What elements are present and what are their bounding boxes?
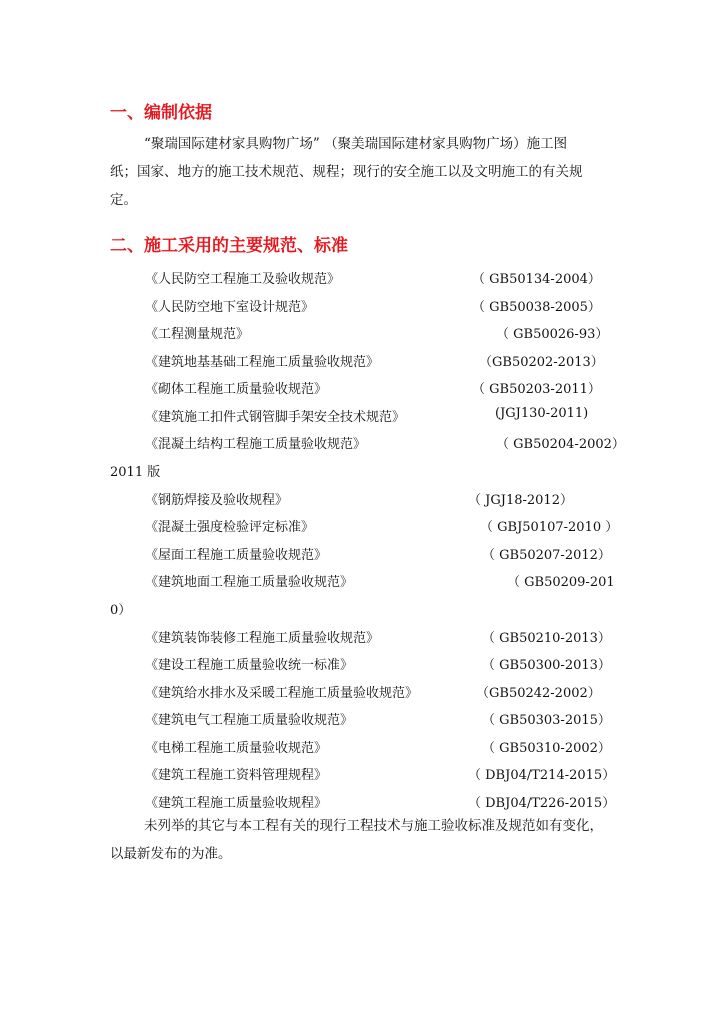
standard-title: 《建筑地面工程施工质量验收规范》 — [145, 575, 354, 590]
standard-code: （ GB50303-2015） — [482, 713, 611, 728]
standard-code: （ GB50210-2013） — [482, 631, 611, 646]
basis-line-2: 纸；国家、地方的施工技术规范、规程；现行的安全施工以及文明施工的有关规 — [110, 164, 583, 180]
standard-code: （ GB50038-2005） — [472, 300, 601, 315]
standard-code: （ GB50203-2011） — [472, 382, 601, 397]
standard-title: 《砌体工程施工质量验收规范》 — [145, 382, 328, 397]
standard-title: 《人民防空地下室设计规范》 — [145, 300, 315, 315]
standard-title: 《电梯工程施工质量验收规范》 — [145, 741, 328, 756]
standard-title: 《建筑装饰装修工程施工质量验收规范》 — [145, 631, 380, 646]
standard-title: 0） — [110, 603, 132, 618]
closing-line-2: 以最新发布的为准。 — [110, 846, 232, 862]
standard-title: 《建筑地基基础工程施工质量验收规范》 — [145, 355, 380, 370]
standard-code: （ GB50300-2013） — [482, 658, 611, 673]
standard-code: （ GB50134-2004） — [472, 272, 601, 287]
standard-title: 《屋面工程施工质量验收规范》 — [145, 548, 328, 563]
standard-title: 《混凝土结构工程施工质量验收规范》 — [145, 437, 367, 452]
standard-title: 《人民防空工程施工及验收规范》 — [145, 272, 341, 287]
closing-line-1: 未列举的其它与本工程有关的现行工程技术与施工验收标准及规范如有变化， — [144, 818, 603, 834]
standard-title: 2011 版 — [110, 465, 161, 480]
standard-code: （ GB50026-93） — [496, 327, 609, 342]
standard-code: （ DBJ04/T226-2015） — [468, 796, 616, 811]
standard-code: （ GB50209-201 — [507, 575, 615, 590]
standard-title: 《钢筋焊接及验收规程》 — [145, 493, 289, 508]
standard-code: （ GB50207-2012） — [482, 548, 611, 563]
standard-title: 《建筑工程施工质量验收规程》 — [145, 796, 328, 811]
standard-title: 《建筑工程施工资料管理规程》 — [145, 768, 328, 783]
basis-line-1: “聚瑞国际建材家具购物广场” （聚美瑞国际建材家具购物广场）施工图 — [144, 136, 568, 152]
basis-paragraph — [110, 130, 630, 214]
closing-paragraph — [110, 812, 630, 868]
standard-title: 《工程测量规范》 — [145, 327, 250, 342]
standard-title: 《混凝土强度检验评定标准》 — [145, 520, 315, 535]
standard-title: 《建筑电气工程施工质量验收规范》 — [145, 713, 354, 728]
standard-code: （ GB50204-2002） — [496, 437, 625, 452]
standard-title: 《建筑给水排水及采暖工程施工质量验收规范》 — [145, 686, 419, 701]
standard-code: （GB50242-2002） — [476, 686, 601, 701]
standard-code: （GB50202-2013） — [479, 355, 604, 370]
standard-code: （ GBJ50107-2010 ） — [480, 520, 619, 535]
standard-title: 《建设工程施工质量验收统一标准》 — [145, 658, 354, 673]
basis-line-3: 定。 — [110, 192, 137, 208]
heading-standards: 二、施工采用的主要规范、标准 — [110, 236, 348, 256]
standard-code: （ JGJ18-2012） — [468, 493, 573, 508]
heading-basis: 一、编制依据 — [110, 103, 212, 123]
standard-code: (JGJ130-2011) — [495, 406, 589, 421]
standard-code: （ GB50310-2002） — [482, 741, 611, 756]
standard-title: 《建筑施工扣件式钢管脚手架安全技术规范》 — [145, 410, 406, 425]
standard-code: （ DBJ04/T214-2015） — [468, 768, 616, 783]
